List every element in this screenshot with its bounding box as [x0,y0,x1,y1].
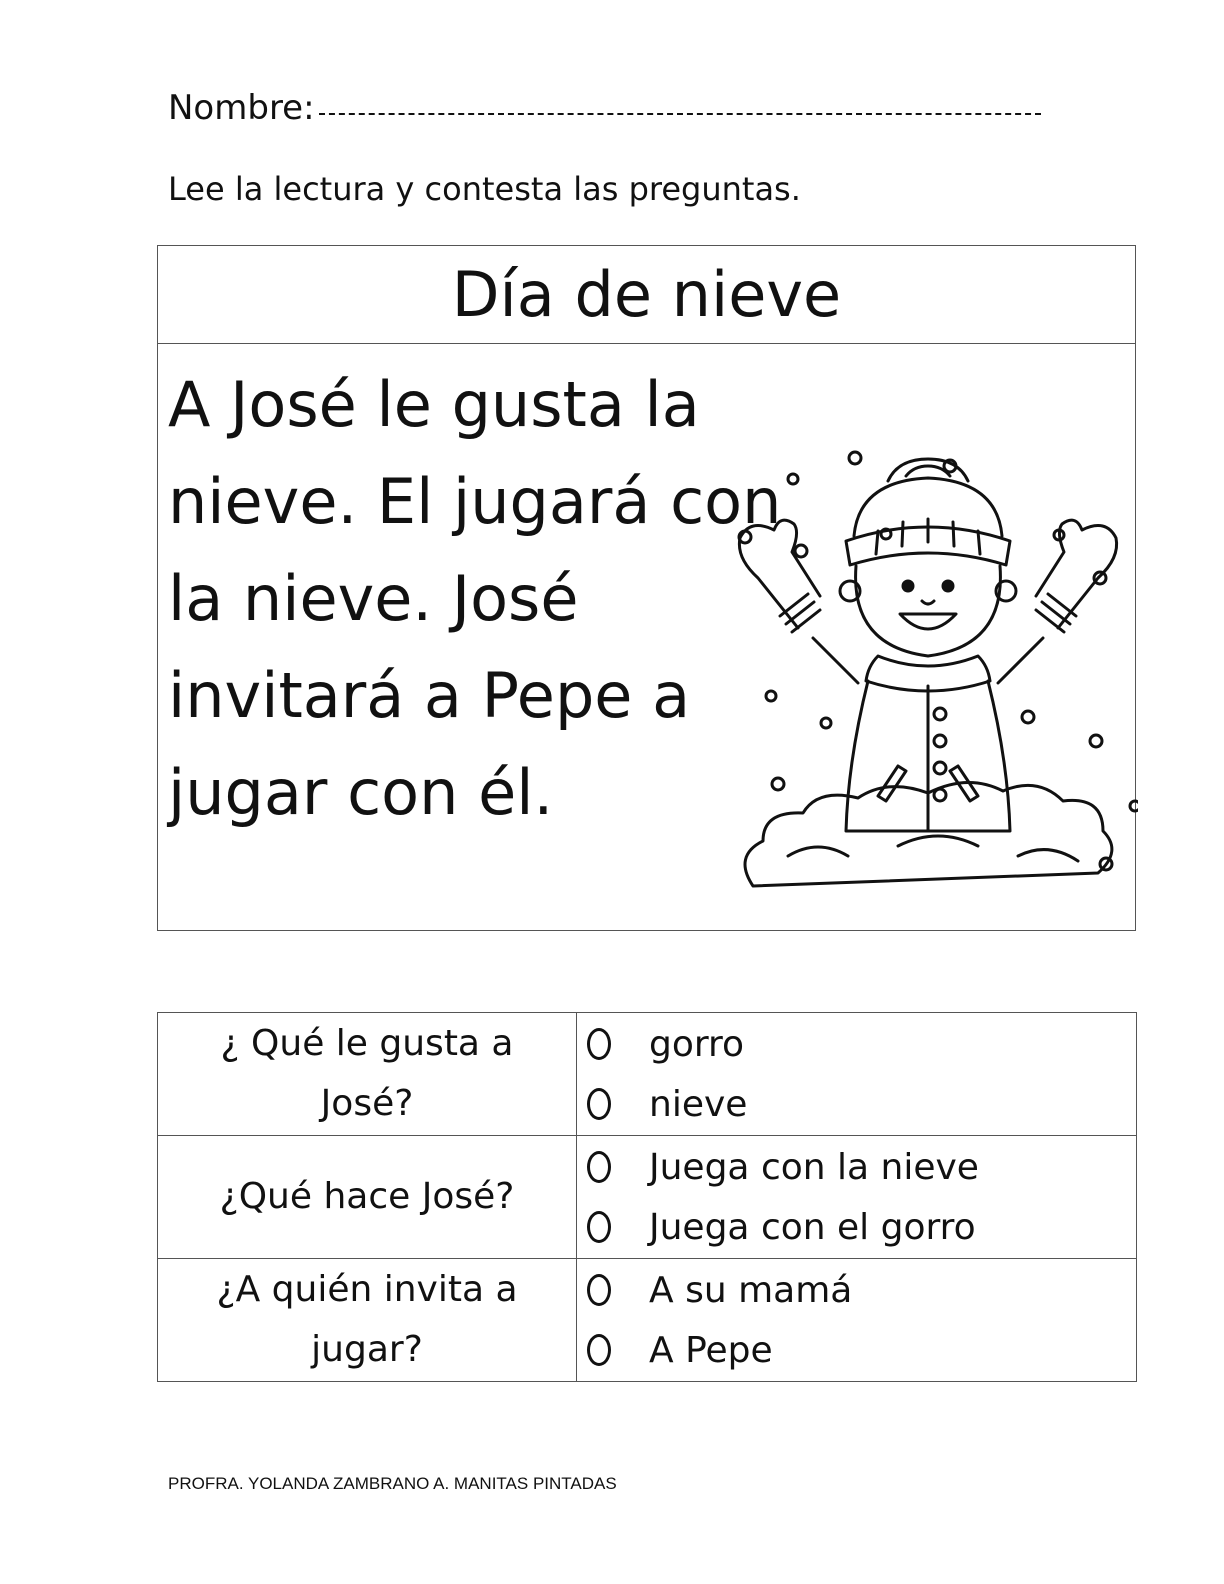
options-cell [577,1259,1137,1382]
answer-circle-icon[interactable] [587,1211,611,1243]
question-row [158,1136,1137,1259]
snowflakes-icon [739,452,1138,870]
name-field[interactable] [168,88,1041,128]
option-label: Juega con la nieve [649,1146,979,1188]
answer-option[interactable] [585,1197,1136,1257]
answer-option[interactable] [585,1014,1136,1074]
coat-icon [846,656,1010,831]
face-icon [840,566,1016,656]
answer-circle-icon[interactable] [587,1334,611,1366]
instructions: Lee la lectura y contesta las preguntas. [168,170,801,208]
name-blank-line[interactable] [319,113,1041,115]
option-label: Juega con el gorro [649,1206,976,1248]
hat-icon [846,459,1010,565]
options-cell [577,1136,1137,1259]
answer-option[interactable] [585,1320,1136,1380]
question-text: José? [320,1083,414,1124]
story-line: jugar con él. [168,756,554,829]
story-box [157,245,1136,931]
option-label: gorro [649,1023,745,1065]
answer-circle-icon[interactable] [587,1151,611,1183]
question-cell [158,1259,577,1382]
story-line: A José le gusta la [168,368,700,441]
story-line: nieve. El jugará con [168,465,782,538]
answer-option[interactable] [585,1260,1136,1320]
answer-circle-icon[interactable] [587,1028,611,1060]
answer-circle-icon[interactable] [587,1274,611,1306]
name-label: Nombre: [168,88,315,128]
question-cell [158,1136,577,1259]
story-line: invitará a Pepe a [168,659,691,732]
question-cell [158,1013,577,1136]
question-row [158,1013,1137,1136]
answer-option[interactable] [585,1137,1136,1197]
answer-circle-icon[interactable] [587,1088,611,1120]
option-label: A su mamá [649,1269,853,1311]
footer-credit: PROFRA. YOLANDA ZAMBRANO A. MANITAS PINTADAS [168,1474,617,1493]
boy-in-snow-illustration [728,446,1138,896]
option-label: A Pepe [649,1329,773,1371]
question-text: ¿ Qué le gusta a [220,1023,514,1064]
questions-table [157,1012,1137,1382]
answer-option[interactable] [585,1074,1136,1134]
story-text [168,356,788,841]
question-text: ¿A quién invita a [216,1269,518,1310]
question-text: ¿Qué hace José? [219,1176,515,1217]
options-cell [577,1013,1137,1136]
story-title: Día de nieve [158,246,1135,344]
arms-icon [739,520,1116,683]
question-row [158,1259,1137,1382]
option-label: nieve [649,1083,748,1125]
question-text: jugar? [311,1329,423,1370]
story-line: la nieve. José [168,562,579,635]
